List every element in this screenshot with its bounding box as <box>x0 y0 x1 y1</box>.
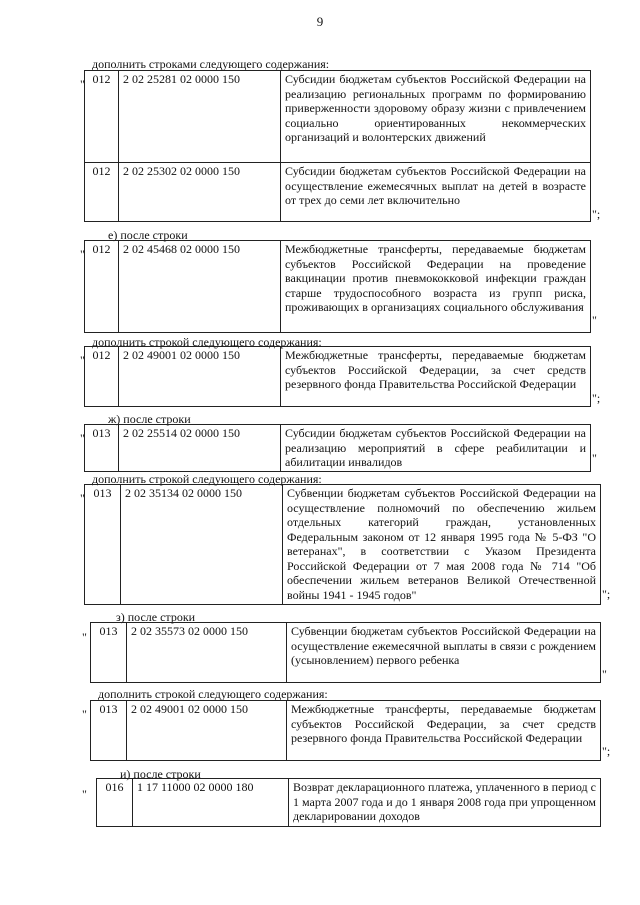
open-quote: " <box>80 491 85 505</box>
row-description: Субсидии бюджетам субъектов Российской Федерации на осуществление ежемесячных выплат на детей в возрасте от трех до семи лет включительно <box>281 163 591 222</box>
row-code: 012 <box>85 71 119 163</box>
instruction-after-zh: ж) после строки <box>108 412 191 426</box>
table-row <box>84 240 591 333</box>
table-row <box>96 778 601 827</box>
row-kbk: 2 02 25281 02 0000 150 <box>119 71 281 163</box>
row-description: Межбюджетные трансферты, передаваемые бюджетам субъектов Российской Федерации на проведение вакцинации против пневмококковой инфекции граждан старше трудоспособного возраста из групп риска, проживающих в организациях социального обслуживания <box>281 241 591 333</box>
row-description: Субсидии бюджетам субъектов Российской Федерации на реализацию мероприятий в сфере реабилитации и абилитации инвалидов <box>281 425 591 472</box>
row-description: Возврат декларационного платежа, уплаченного в период с 1 марта 2007 года и до 1 января 2008 года при упрощенном декларировании доходов <box>289 779 601 827</box>
row-kbk: 2 02 25302 02 0000 150 <box>119 163 281 222</box>
close-quote-semicolon: "; <box>592 207 601 221</box>
row-code: 013 <box>85 425 119 472</box>
row-description: Субвенции бюджетам субъектов Российской Федерации на осуществление ежемесячной выплаты в связи с рождением (усыновлением) первого ребенка <box>287 623 601 683</box>
row-kbk: 2 02 35573 02 0000 150 <box>127 623 287 683</box>
row-description: Субсидии бюджетам субъектов Российской Федерации на реализацию региональных программ по формированию приверженности здоровому образу жизни с привлечением социально ориентированных некоммерческих организаций и волонтерских движений <box>281 71 591 163</box>
table-row <box>90 700 601 761</box>
close-quote: " <box>592 313 597 327</box>
close-quote: " <box>602 667 607 681</box>
open-quote: " <box>80 247 85 261</box>
row-kbk: 2 02 49001 02 0000 150 <box>119 347 281 407</box>
row-kbk: 2 02 35134 02 0000 150 <box>121 485 283 605</box>
instruction-add-line: дополнить строкой следующего содержания: <box>92 335 322 349</box>
instruction-add-lines: дополнить строками следующего содержания: <box>92 57 330 71</box>
page-number: 9 <box>316 14 324 29</box>
open-quote: " <box>80 77 85 91</box>
open-quote: " <box>80 431 85 445</box>
row-description: Межбюджетные трансферты, передаваемые бюджетам субъектов Российской Федерации, за счет средств резервного фонда Правительства Российской Федерации <box>287 701 601 761</box>
open-quote: " <box>82 787 87 801</box>
instruction-add-line: дополнить строкой следующего содержания: <box>98 687 328 701</box>
row-code: 013 <box>91 701 127 761</box>
row-code: 012 <box>85 241 119 333</box>
row-code: 013 <box>91 623 127 683</box>
table-row <box>84 424 591 472</box>
row-code: 012 <box>85 347 119 407</box>
row-kbk: 2 02 49001 02 0000 150 <box>127 701 287 761</box>
table-row <box>84 346 591 407</box>
table-row <box>84 484 601 605</box>
open-quote: " <box>82 707 87 721</box>
open-quote: " <box>80 353 85 367</box>
row-description: Межбюджетные трансферты, передаваемые бюджетам субъектов Российской Федерации, за счет средств резервного фонда Правительства Российской Федерации <box>281 347 591 407</box>
row-kbk: 2 02 45468 02 0000 150 <box>119 241 281 333</box>
instruction-after-e: е) после строки <box>108 228 188 242</box>
open-quote: " <box>82 630 87 644</box>
row-code: 016 <box>97 779 133 827</box>
row-description: Субвенции бюджетам субъектов Российской Федерации на осуществление полномочий по обеспечению жильем отдельных категорий граждан, установленных Федеральным законом от 12 января 1995 года № 5-ФЗ "О ветеранах", в соответствии с Указом Президента Российской Федерации от 7 мая 2008 года № 714 "Об обеспечении жильем ветеранов Великой Отечественной войны 1941 - 1945 годов" <box>283 485 601 605</box>
close-quote-semicolon: "; <box>592 391 601 405</box>
row-kbk: 1 17 11000 02 0000 180 <box>133 779 289 827</box>
close-quote: " <box>592 451 597 465</box>
table-row <box>84 70 591 222</box>
instruction-after-i: и) после строки <box>120 767 201 781</box>
close-quote-semicolon: "; <box>602 744 611 758</box>
instruction-after-z: з) после строки <box>116 610 196 624</box>
table-row <box>90 622 601 683</box>
row-code: 012 <box>85 163 119 222</box>
row-code: 013 <box>85 485 121 605</box>
row-kbk: 2 02 25514 02 0000 150 <box>119 425 281 472</box>
close-quote-semicolon: "; <box>602 587 611 601</box>
instruction-add-line: дополнить строкой следующего содержания: <box>92 472 322 486</box>
